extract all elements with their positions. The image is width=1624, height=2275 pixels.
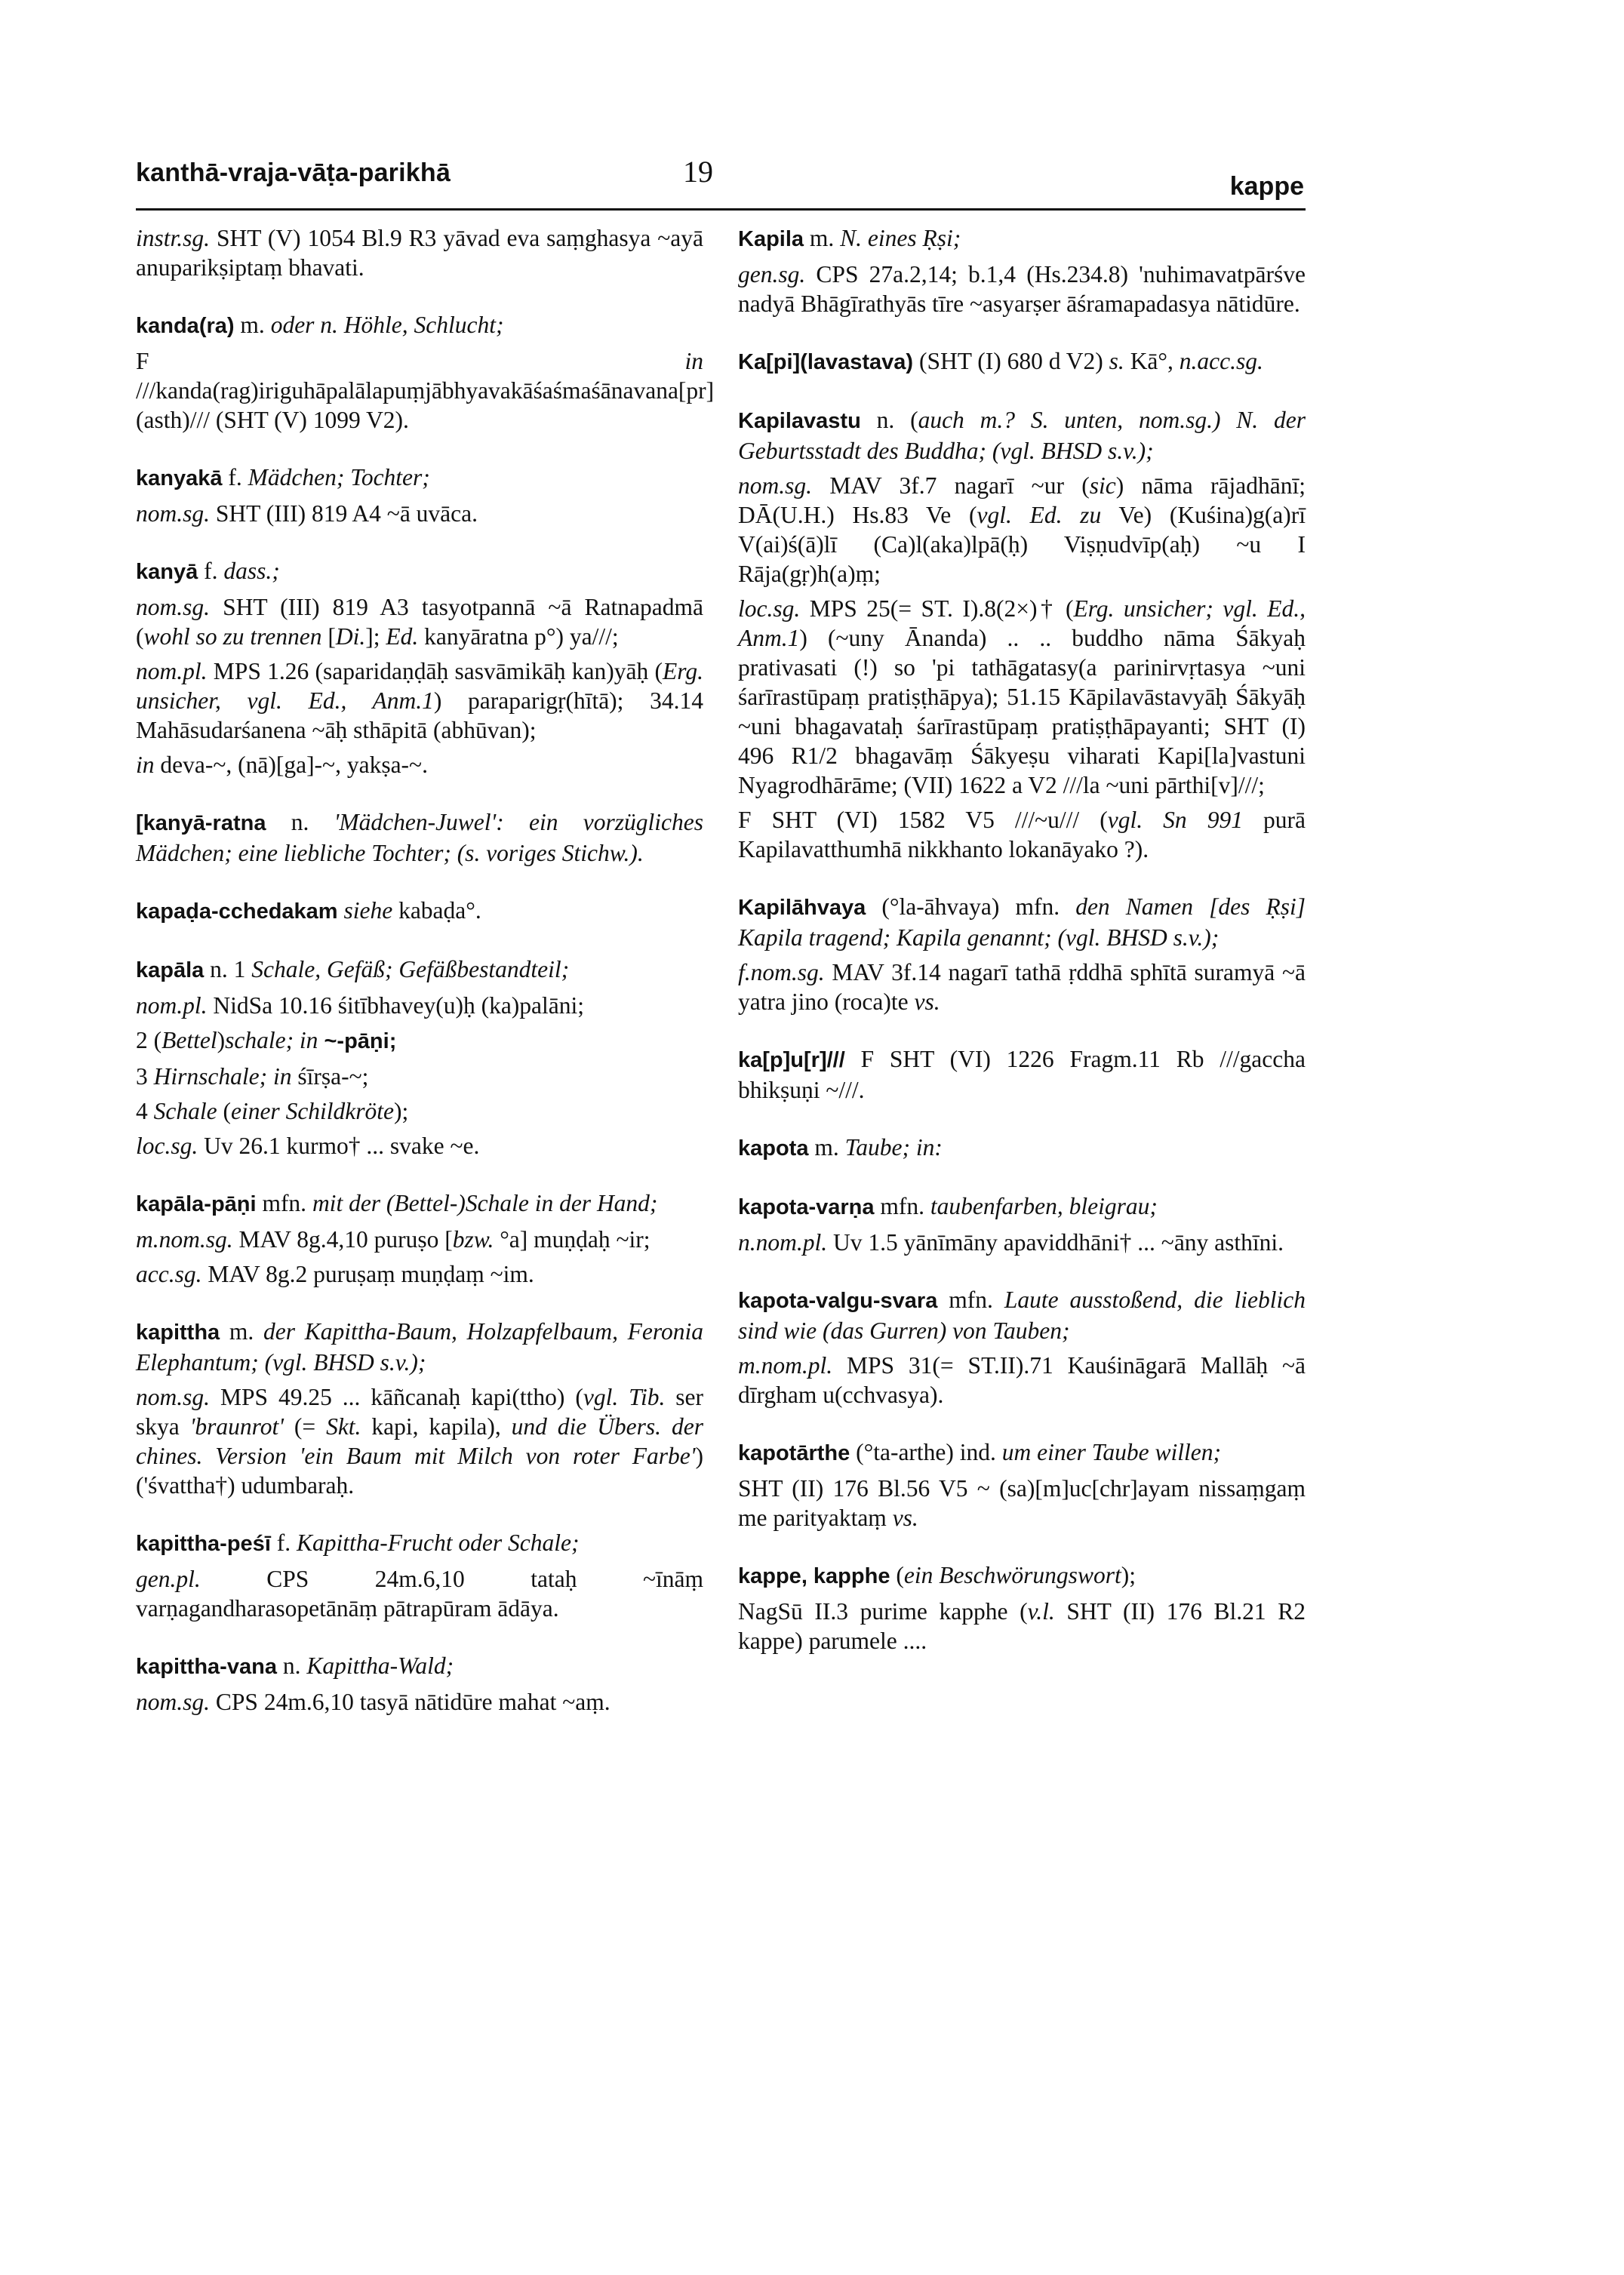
text-run: gen.sg. bbox=[738, 261, 806, 287]
text-run: MAV 3f.14 nagarī tathā ṛddhā sphītā suramyā ~ā yatra jino (roca)te bbox=[738, 959, 1306, 1015]
gloss-text: dass.; bbox=[223, 558, 280, 584]
entry-tail: kabaḍa°. bbox=[392, 897, 481, 924]
dictionary-entry bbox=[136, 223, 703, 282]
citation-line bbox=[738, 471, 1306, 589]
grammar-label: mfn. bbox=[256, 1190, 312, 1216]
grammar-label: n. 1 bbox=[204, 956, 252, 982]
dictionary-entry bbox=[738, 1437, 1306, 1533]
text-run: MPS 49.25 ... kāñcanaḥ kapi(ttho) ( bbox=[210, 1384, 583, 1410]
running-head bbox=[136, 155, 1304, 204]
text-run: ) (~uny Ānanda) .. .. buddho nāma Śākyaḥ prativasati (!) so 'pi tathāgatasy(a parinirvṛtasya ~uni śarīrastūpaṃ pratiṣṭhāpya); 51.15 Kāpilavāstavyāḥ Śākyāḥ ~uni bhagavataḥ śarīrastūpaṃ pratiṣṭhāpayanti; SHT (I) 496 R1/2 bhagavāṃ Śākyeṣu viharati Kapi[la]vastuni Nyagrodhārāme; (VII) 1622 a V2 ///la ~uni pārthi[v]///; bbox=[738, 625, 1306, 798]
text-run: ) ('śvattha†) udumbaraḥ. bbox=[136, 1443, 703, 1499]
text-run: Di. bbox=[335, 623, 366, 650]
entry-headline bbox=[738, 1437, 1306, 1468]
gloss-text: taubenfarben, bleigrau; bbox=[930, 1193, 1158, 1219]
headword: kapota bbox=[738, 1136, 809, 1161]
text-run: wohl so zu trennen bbox=[143, 623, 322, 650]
dictionary-entry bbox=[136, 1188, 703, 1289]
text-run: MAV 8g.2 puruṣaṃ muṇḍaṃ ~im. bbox=[201, 1261, 534, 1287]
text-run: SHT (III) 819 A4 ~ā uvāca. bbox=[210, 500, 478, 527]
entry-tail: ); bbox=[1121, 1562, 1136, 1588]
gloss-text: Mädchen; Tochter; bbox=[248, 464, 430, 490]
headword: kapotārthe bbox=[738, 1441, 850, 1465]
entry-headline bbox=[136, 1651, 703, 1682]
text-run: instr.sg. bbox=[136, 225, 211, 251]
dictionary-entry bbox=[738, 1560, 1306, 1656]
text-run: vgl. Tib. bbox=[583, 1384, 666, 1410]
citation-line bbox=[136, 1382, 703, 1500]
dictionary-entry bbox=[738, 405, 1306, 864]
headword: kanda(ra) bbox=[136, 314, 235, 338]
citation-line bbox=[738, 1351, 1306, 1410]
text-run: śīrṣa-~; bbox=[291, 1063, 369, 1090]
citation-line bbox=[136, 1131, 703, 1161]
citation-line bbox=[136, 1259, 703, 1289]
dictionary-entry bbox=[136, 807, 703, 868]
entry-headline bbox=[136, 807, 703, 868]
text-run: CPS 27a.2,14; b.1,4 (Hs.234.8) 'nuhimavatpārśve nadyā Bhāgīrathyās tīre ~asyarṣer āśramapadasya nātidūre. bbox=[738, 261, 1306, 317]
dictionary-entry bbox=[738, 1044, 1306, 1105]
text-run: v.l. bbox=[1027, 1598, 1055, 1625]
text-run: F SHT (VI) 1226 Fragm.11 Rb ///gaccha bhikṣuṇi ~///. bbox=[738, 1046, 1306, 1103]
gloss-text: den Namen [des Ṛṣi] Kapila tragend; Kapila genannt; (vgl. BHSD s.v.); bbox=[738, 893, 1306, 951]
dictionary-entry bbox=[136, 1651, 703, 1717]
dictionary-entry bbox=[136, 556, 703, 779]
text-run: loc.sg. bbox=[738, 595, 801, 622]
entry-headline bbox=[738, 1133, 1306, 1164]
headword: kapaḍa-cchedakam bbox=[136, 899, 338, 924]
header-rule bbox=[136, 208, 1306, 211]
text-run: CPS 24m.6,10 tasyā nātidūre mahat ~aṃ. bbox=[210, 1689, 611, 1715]
entry-headline bbox=[136, 463, 703, 493]
text-run: Ve) (Kuśina)g(a)rī V(ai)ś(ā)lī (Ca)l(aka)lpā(ḥ) Viṣṇudvīp(aḥ) ~u I Rāja(gṛ)h(a)ṃ; bbox=[738, 502, 1306, 587]
grammar-label: ( bbox=[890, 1562, 904, 1588]
gloss-text: oder n. Höhle, Schlucht; bbox=[270, 312, 504, 338]
citation-line bbox=[136, 592, 703, 651]
entry-tail-italic: n.acc.sg. bbox=[1179, 348, 1263, 374]
grammar-label: mfn. bbox=[874, 1193, 930, 1219]
grammar-label: (SHT (I) 680 d V2) bbox=[913, 348, 1109, 374]
citation-line bbox=[136, 1225, 703, 1254]
text-run: ); bbox=[394, 1098, 409, 1124]
text-run: in bbox=[136, 752, 155, 778]
text-run: einer Schildkröte bbox=[230, 1098, 395, 1124]
dictionary-entry bbox=[738, 1191, 1306, 1257]
citation-line bbox=[136, 750, 703, 779]
grammar-label: m. bbox=[804, 225, 841, 251]
dictionary-entry bbox=[136, 310, 715, 435]
headword: kapāla bbox=[136, 958, 205, 982]
text-run: 2 ( bbox=[136, 1027, 162, 1053]
text-run: Skt. bbox=[326, 1413, 361, 1440]
entry-headline bbox=[136, 896, 703, 927]
text-run: ) paraparigṛ(hītā); 34.14 Mahāsudarśanena ~āḥ sthāpitā (abhūvan); bbox=[136, 687, 703, 743]
text-run: nom.pl. bbox=[136, 658, 208, 684]
dictionary-entry bbox=[738, 892, 1306, 1016]
citation-line bbox=[136, 1025, 703, 1056]
text-run: Uv 26.1 kurmo† ... svake ~e. bbox=[198, 1133, 480, 1159]
text-run: ( bbox=[217, 1098, 231, 1124]
text-run: Hirnschale; in bbox=[153, 1063, 292, 1090]
citation-line bbox=[738, 260, 1306, 318]
text-run: bzw. bbox=[452, 1226, 494, 1253]
dictionary-entry bbox=[136, 896, 703, 927]
entry-headline bbox=[136, 556, 703, 587]
text-run: 'braunrot' bbox=[189, 1413, 284, 1440]
text-run: Schale bbox=[153, 1098, 217, 1124]
text-run: vgl. Ed. zu bbox=[977, 502, 1102, 528]
text-run: f.nom.sg. bbox=[738, 959, 825, 985]
gloss-text: Kapittha-Frucht oder Schale; bbox=[297, 1529, 580, 1556]
gloss-text: um einer Taube willen; bbox=[1001, 1439, 1221, 1465]
text-run: NagSū II.3 purime kapphe ( bbox=[738, 1598, 1028, 1625]
gloss-text: mit der (Bettel-)Schale in der Hand; bbox=[312, 1190, 658, 1216]
text-run: in bbox=[684, 348, 703, 374]
headword: Kapila bbox=[738, 227, 804, 251]
headword: kanyā bbox=[136, 560, 198, 584]
header-right-guideword: kappe bbox=[1229, 172, 1304, 201]
text-run: NidSa 10.16 śitībhavey(u)ḥ (ka)palāni; bbox=[207, 992, 585, 1019]
citation-line bbox=[136, 346, 715, 435]
text-run: nom.sg. bbox=[136, 1689, 211, 1715]
text-run: nom.sg. bbox=[738, 472, 813, 499]
text-run: Erg. unsicher; vgl. Ed., Anm.1 bbox=[738, 595, 1306, 651]
dictionary-entry bbox=[136, 1528, 703, 1623]
citation-line bbox=[738, 1597, 1306, 1656]
citation-line bbox=[136, 1096, 703, 1126]
text-run: MAV 3f.7 nagarī ~ur ( bbox=[812, 472, 1090, 499]
headword: kapittha-peśī bbox=[136, 1532, 271, 1556]
text-run: n.nom.pl. bbox=[738, 1229, 828, 1256]
citation-line bbox=[738, 594, 1306, 800]
citation-line bbox=[136, 499, 703, 528]
dictionary-entry bbox=[738, 1133, 1306, 1164]
text-run: schale; in bbox=[225, 1027, 318, 1053]
text-run: [ bbox=[321, 623, 336, 650]
grammar-label: f. bbox=[270, 1529, 297, 1556]
entry-headline bbox=[136, 1317, 703, 1377]
gloss-text: der Kapittha-Baum, Holzapfelbaum, Feronia Elephantum; (vgl. BHSD s.v.); bbox=[136, 1318, 703, 1376]
entry-headline bbox=[738, 892, 1306, 952]
text-run: nom.sg. bbox=[136, 1384, 211, 1410]
grammar-label: n. bbox=[276, 1652, 307, 1679]
header-left-guideword: kanthā-vraja-vāṭa-parikhā bbox=[136, 158, 451, 187]
headword: Kapilāhvaya bbox=[738, 896, 866, 920]
entry-headline bbox=[136, 955, 703, 985]
text-run: acc.sg. bbox=[136, 1261, 202, 1287]
text-run: sic bbox=[1089, 472, 1116, 499]
text-run: ) bbox=[217, 1027, 226, 1053]
dictionary-entry bbox=[136, 463, 703, 528]
text-run: kanyāratna p°) ya///; bbox=[418, 623, 619, 650]
text-run: kapi, kapila), bbox=[361, 1413, 512, 1440]
grammar-label: m. bbox=[220, 1318, 264, 1345]
grammar-label: n. bbox=[266, 809, 334, 835]
text-run: ka[p]u[r]/// bbox=[738, 1048, 845, 1072]
citation-line bbox=[738, 1044, 1306, 1105]
text-run: F bbox=[136, 348, 685, 374]
text-run: vs. bbox=[914, 988, 940, 1015]
gloss-text: siehe bbox=[343, 897, 393, 924]
gloss-text: Laute ausstoßend, die lieblich sind wie (das Gurren) von Tauben; bbox=[738, 1287, 1306, 1344]
text-run: MPS 1.26 (saparidaṇḍāḥ sasvāmikāḥ kan)yāḥ ( bbox=[207, 658, 663, 684]
text-run: vgl. Sn 991 bbox=[1107, 807, 1243, 833]
text-run: ]; bbox=[365, 623, 386, 650]
text-run: vs. bbox=[892, 1505, 918, 1531]
text-run: gen.pl. bbox=[136, 1566, 201, 1592]
right-column bbox=[738, 223, 1306, 1683]
text-run: deva-~, (nā)[ga]-~, yakṣa-~. bbox=[154, 752, 428, 778]
gloss-text: Taube; in: bbox=[844, 1134, 943, 1161]
headword: kanyakā bbox=[136, 466, 223, 490]
text-run: Ed. bbox=[386, 623, 419, 650]
entry-headline bbox=[136, 1188, 703, 1219]
text-run: nom.sg. bbox=[136, 500, 211, 527]
text-run: Erg. unsicher, vgl. Ed., Anm.1 bbox=[136, 658, 703, 714]
gloss-text: auch m.? S. unten, nom.sg.) N. der Geburtsstadt des Buddha; (vgl. BHSD s.v.); bbox=[738, 407, 1306, 464]
gloss-text: N. eines Ṛṣi; bbox=[840, 225, 961, 251]
entry-headline bbox=[136, 1528, 703, 1559]
citation-line bbox=[136, 223, 703, 282]
entry-headline bbox=[738, 1285, 1306, 1345]
citation-line bbox=[738, 1474, 1306, 1533]
dictionary-entry bbox=[738, 1285, 1306, 1410]
dictionary-entry bbox=[136, 955, 703, 1161]
entry-headline bbox=[738, 1191, 1306, 1222]
text-run: m.nom.sg. bbox=[136, 1226, 233, 1253]
text-run: ///kanda(rag)iriguhāpalālapuṃjābhyavakāśaśmaśānavana[pr](asth)/// (SHT (V) 1099 V2). bbox=[136, 377, 715, 433]
headword: kapittha-vana bbox=[136, 1655, 277, 1679]
text-run: purā Kapilavatthumhā nikkhanto lokanāyako ?). bbox=[738, 807, 1306, 862]
page-number: 19 bbox=[683, 155, 713, 189]
entry-headline bbox=[738, 223, 1306, 254]
entry-headline bbox=[738, 1560, 1306, 1591]
text-run: m.nom.pl. bbox=[738, 1352, 833, 1379]
text-run: MPS 25(= ST. I).8(2×)† ( bbox=[800, 595, 1074, 622]
text-run: MAV 8g.4,10 puruṣo [ bbox=[232, 1226, 453, 1253]
citation-line bbox=[136, 656, 703, 745]
text-run: MPS 31(= ST.II).71 Kauśināgarā Mallāḥ ~ā dīrgham u(cchvasya). bbox=[738, 1352, 1306, 1408]
gloss-text: 'Mädchen-Juwel': ein vorzügliches Mädchen; eine liebliche Tochter; (s. voriges Stichw.). bbox=[136, 809, 703, 866]
grammar-label: m. bbox=[808, 1134, 845, 1161]
citation-line bbox=[136, 991, 703, 1020]
gloss-text: Kapittha-Wald; bbox=[306, 1652, 454, 1679]
gloss-text: ein Beschwörungswort bbox=[903, 1562, 1121, 1588]
entry-headline bbox=[738, 405, 1306, 466]
citation-line bbox=[738, 1228, 1306, 1257]
grammar-label: n. ( bbox=[860, 407, 918, 433]
gloss-text: s. bbox=[1109, 348, 1124, 374]
text-run: ) nāma rājadhānī; DĀ(U.H.) Hs.83 Ve ( bbox=[738, 472, 1306, 528]
grammar-label: m. bbox=[234, 312, 271, 338]
headword: Kapilavastu bbox=[738, 409, 861, 433]
grammar-label: (°ta-arthe) ind. bbox=[850, 1439, 1002, 1465]
citation-line bbox=[136, 1687, 703, 1717]
citation-line bbox=[738, 958, 1306, 1016]
gloss-text: Schale, Gefäß; Gefäßbestandteil; bbox=[251, 956, 570, 982]
text-run: (= bbox=[283, 1413, 327, 1440]
text-run: SHT (V) 1054 Bl.9 R3 yāvad eva saṃghasya ~ayā anuparikṣiptaṃ bhavati. bbox=[136, 225, 703, 281]
text-run: ser skya bbox=[136, 1384, 704, 1440]
text-run: nom.sg. bbox=[136, 594, 211, 620]
text-run: 3 bbox=[136, 1063, 154, 1090]
headword: kapota-varṇa bbox=[738, 1195, 875, 1219]
grammar-label: f. bbox=[222, 464, 248, 490]
entry-headline bbox=[136, 310, 703, 341]
citation-line bbox=[136, 1564, 703, 1623]
grammar-label: (°la-āhvaya) mfn. bbox=[866, 893, 1076, 920]
citation-line bbox=[738, 805, 1306, 864]
text-run: nom.pl. bbox=[136, 992, 208, 1019]
headword: Ka[pi](lavastava) bbox=[738, 350, 914, 374]
text-run: F SHT (VI) 1582 V5 ///~u/// ( bbox=[738, 807, 1108, 833]
text-run: Uv 1.5 yānīmāny apaviddhāni† ... ~āny asthīni. bbox=[827, 1229, 1284, 1256]
headword: [kanyā-ratna bbox=[136, 811, 266, 835]
text-run: SHT (III) 819 A3 tasyotpannā ~ā Ratnapadmā ( bbox=[136, 594, 703, 650]
dictionary-entry bbox=[738, 346, 1306, 377]
text-run: ~-pāṇi; bbox=[318, 1029, 397, 1053]
text-run: loc.sg. bbox=[136, 1133, 198, 1159]
headword: kapāla-pāṇi bbox=[136, 1192, 257, 1216]
citation-line bbox=[136, 1062, 703, 1091]
left-column bbox=[136, 223, 715, 1745]
grammar-label: f. bbox=[198, 558, 224, 584]
text-run: CPS 24m.6,10 tataḥ ~īnāṃ varṇagandharasopetānāṃ pātrapūram ādāya. bbox=[136, 1566, 703, 1622]
text-run: 4 bbox=[136, 1098, 154, 1124]
headword: kapota-valgu-svara bbox=[738, 1289, 938, 1313]
text-run: °a] muṇḍaḥ ~ir; bbox=[494, 1226, 651, 1253]
text-run: SHT (II) 176 Bl.21 R2 kappe) parumele .... bbox=[738, 1598, 1306, 1654]
headword: kapittha bbox=[136, 1320, 220, 1345]
text-run: SHT (II) 176 Bl.56 V5 ~ (sa)[m]uc[chr]ayam nissaṃgaṃ me parityaktaṃ bbox=[738, 1475, 1306, 1531]
entry-headline bbox=[738, 346, 1306, 377]
dictionary-entry bbox=[738, 223, 1306, 318]
dictionary-entry bbox=[136, 1317, 703, 1500]
text-run: Bettel bbox=[161, 1027, 217, 1053]
entry-tail: Kā°, bbox=[1124, 348, 1180, 374]
grammar-label: mfn. bbox=[937, 1287, 1004, 1313]
headword: kappe, kapphe bbox=[738, 1564, 890, 1588]
text-run: und die Übers. der chines. Version 'ein Baum mit Milch von roter Farbe' bbox=[136, 1413, 703, 1469]
